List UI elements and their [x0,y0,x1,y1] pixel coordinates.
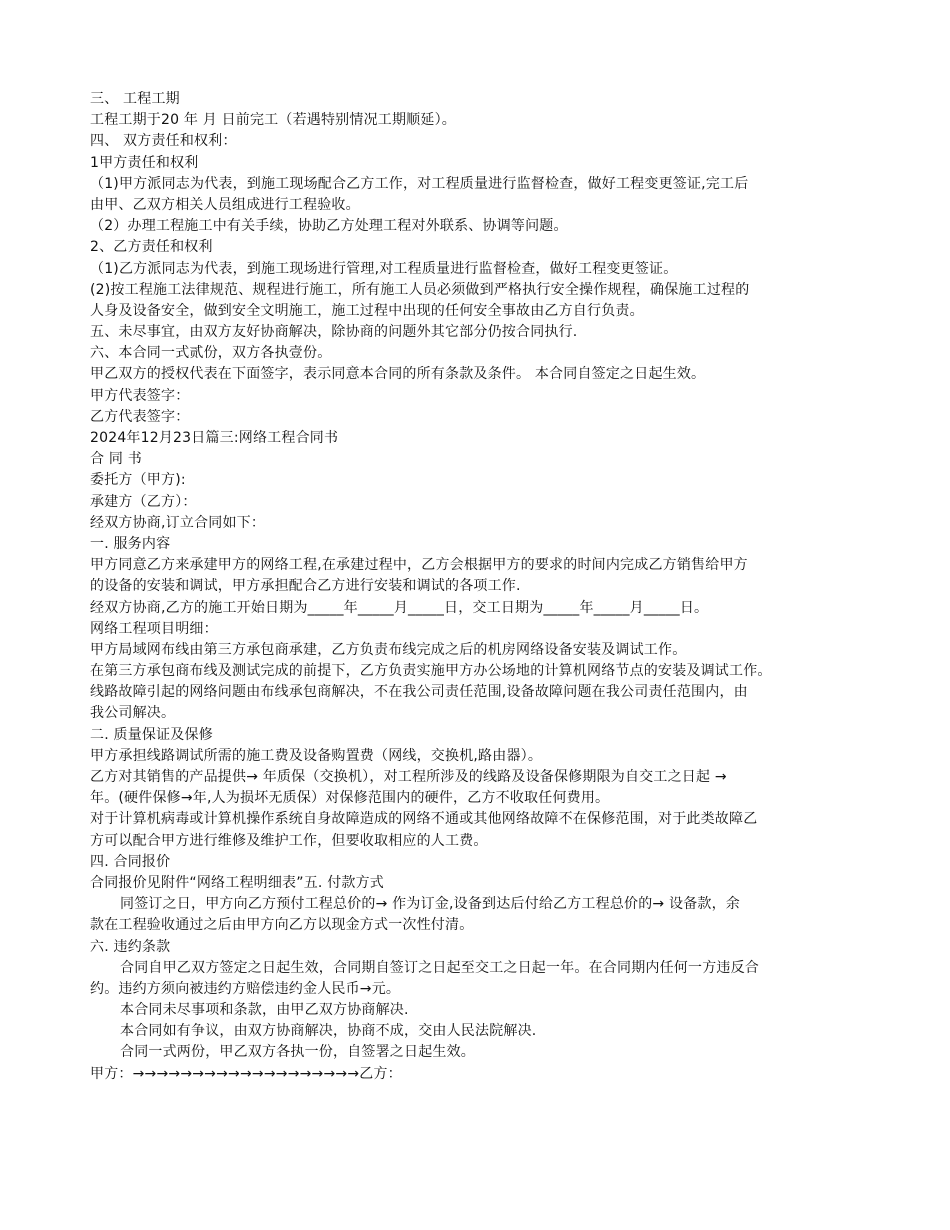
text-line: 合同自甲乙双方签定之日起生效，合同期自签订之日起至交工之日起一年。在合同期内任何一方违反合 [120,959,759,976]
section-heading: 四、 双方责任和权利： [90,133,237,150]
text-line: 在第三方承包商布线及测试完成的前提下，乙方负责实施甲方办公场地的计算机网络节点的安装及调试工作。 [90,663,772,680]
text-line: 我公司解决。 [90,705,176,722]
text-line: 六、本合同一式贰份，双方各执壹份。 [90,345,332,362]
text-line: （1)甲方派同志为代表，到施工现场配合乙方工作，对工程质量进行监督检查，做好工程变更签证,完工后 [90,175,749,192]
text-line: 款在工程验收通过之后由甲方向乙方以现金方式一次性付清。 [90,917,474,934]
subsection-heading: 1甲方责任和权利 [90,154,199,171]
contract-title: 合 同 书 [90,451,142,468]
text-line: 合同报价见附件“网络工程明细表”五. 付款方式 [90,874,385,891]
text-line: 经双方协商,订立合同如下： [90,514,266,531]
text-line: 合同一式两份，甲乙双方各执一份，自签署之日起生效。 [120,1044,475,1061]
contractor-party-line: 承建方（乙方）： [90,493,197,510]
final-signature-line: 甲方：→→→→→→→→→→→→→→→→→→→乙方： [90,1065,402,1082]
signature-line-party-a: 甲方代表签字： [90,387,190,404]
text-line: （2）办理工程施工中有关手续，协助乙方处理工程对外联系、协调等问题。 [90,218,568,235]
text-line: 约。违约方须向被违约方赔偿违约金人民币→元。 [90,980,401,997]
text-line: 经双方协商,乙方的施工开始日期为_____年_____月_____日，交工日期为_____年_____月_____日。 [90,599,709,616]
text-line: 乙方对其销售的产品提供→ 年质保（交换机），对工程所涉及的线路及设备保修期限为自交工之日起 → [90,769,727,785]
text-line: 甲方承担线路调试所需的施工费及设备购置费（网线，交换机,路由器）。 [90,747,543,764]
text-line: 年。(硬件保修→年,人为损坏无质保）对保修范围内的硬件，乙方不收取任何费用。 [90,790,610,807]
text-line: 本合同如有争议，由双方协商解决，协商不成，交由人民法院解决. [120,1023,537,1040]
text-line: 对于计算机病毒或计算机操作系统自身故障造成的网络不通或其他网络故障不在保修范围，对于此类故障乙 [90,811,758,828]
text-line: 线路故障引起的网络问题由布线承包商解决，不在我公司责任范围,设备故障问题在我公司责任范围内，由 [90,684,748,701]
text-line: 本合同未尽事项和条款，由甲乙双方协商解决. [120,1002,409,1019]
subsection-heading: 网络工程项目明细： [90,620,218,637]
date-and-chapter-title: 2024年12月23日篇三:网络工程合同书 [90,430,339,446]
section-heading: 三、 工程工期 [90,91,180,107]
text-line: （1)乙方派同志为代表，到施工现场进行管理,对工程质量进行监督检查，做好工程变更签证。 [90,260,678,277]
text-line: 方可以配合甲方进行维修及维护工作，但要收取相应的人工费。 [90,832,488,849]
text-line: 的设备的安装和调试，甲方承担配合乙方进行安装和调试的各项工作. [90,578,521,595]
contract-text [90,89,870,1085]
text-line: 甲乙双方的授权代表在下面签字，表示同意本合同的所有条款及条件。 本合同自签定之日起生效。 [90,366,706,383]
text-line: 工程工期于20 年 月 日前完工（若遇特别情况工期顺延）。 [90,112,456,129]
text-line: 甲方同意乙方来承建甲方的网络工程,在承建过程中，乙方会根据甲方的要求的时间内完成乙方销售给甲方 [90,557,748,574]
subsection-heading: 2、乙方责任和权利 [90,239,213,256]
text-line: 由甲、乙双方相关人员组成进行工程验收。 [90,196,360,213]
section-heading: 一. 服务内容 [90,535,171,552]
signature-line-party-b: 乙方代表签字： [90,408,190,425]
text-line: 五、未尽事宜，由双方友好协商解决，除协商的问题外其它部分仍按合同执行. [90,324,578,341]
section-heading: 二. 质量保证及保修 [90,726,213,743]
section-heading: 六. 违约条款 [90,938,171,955]
text-line: 人身及设备安全，做到安全文明施工，施工过程中出现的任何安全事故由乙方自行负责。 [90,302,644,319]
text-line: (2)按工程施工法律规范、规程进行施工，所有施工人员必须做到严格执行安全操作规程，确保施工过程的 [90,281,750,298]
section-heading: 四. 合同报价 [90,853,171,870]
client-party-line: 委托方（甲方): [90,472,186,489]
text-line: 甲方局域网布线由第三方承包商承建，乙方负责布线完成之后的机房网络设备安装及调试工作。 [90,641,687,658]
text-line: 同签订之日，甲方向乙方预付工程总价的→ 作为订金,设备到达后付给乙方工程总价的→ 设备款，余 [120,896,741,913]
